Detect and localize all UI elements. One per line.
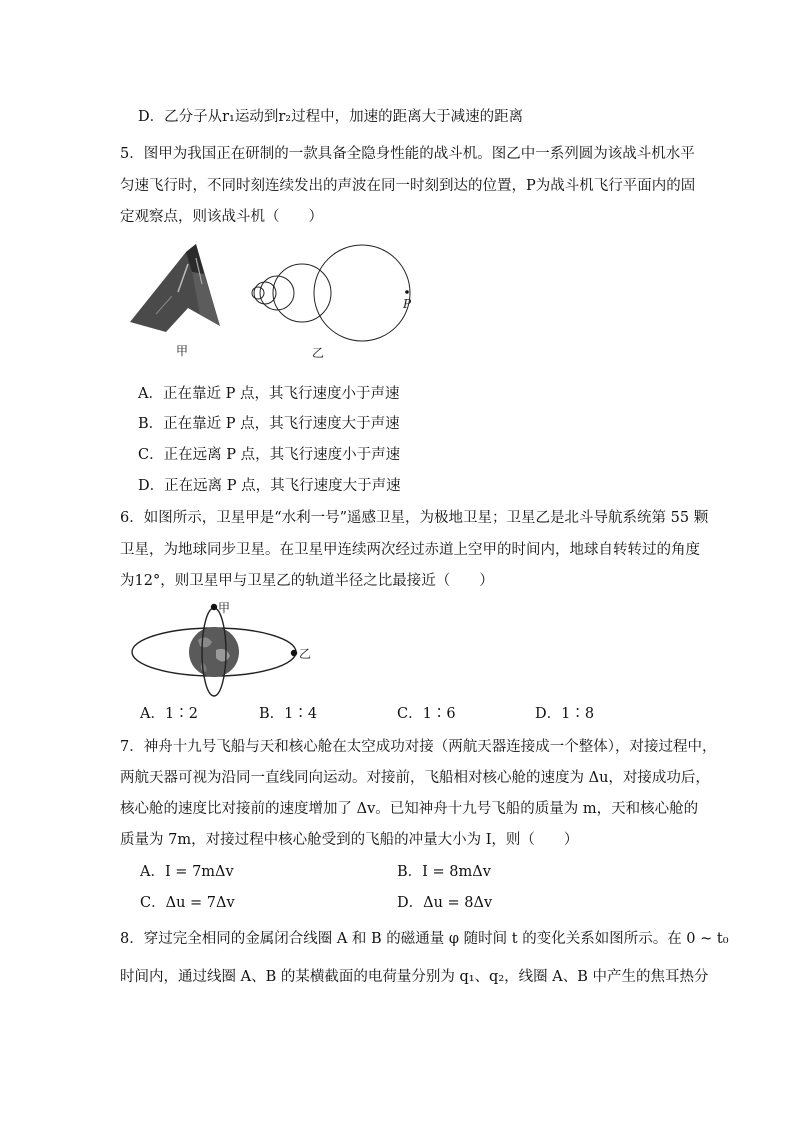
q4-option-d: D．乙分子从r₁运动到r₂过程中，加速的距离大于减速的距离: [138, 109, 524, 125]
q7-option-c: C．Δu = 7Δv: [140, 895, 235, 911]
q6-stem-line-1: 6．如图所示，卫星甲是“水利一号”遥感卫星，为极地卫星；卫星乙是北斗导航系统第 55 颗: [120, 510, 709, 526]
point-p-label: P: [403, 297, 412, 311]
q7-stem-line-4: 质量为 7m，对接过程中核心舱受到的飞船的冲量大小为 I，则（ ）: [120, 832, 579, 848]
q8-stem-line-1: 8．穿过完全相同的金属闭合线圈 A 和 B 的磁通量 φ 随时间 t 的变化关系如图所示。在 0 ~ t₀: [120, 931, 729, 947]
q6-option-b: B．1∶4: [259, 706, 318, 722]
label-satellite-yi: 乙: [299, 647, 312, 661]
q8-stem-line-2: 时间内，通过线圈 A、B 的某横截面的电荷量分别为 q₁、q₂，线圈 A、B 中产生的焦耳热分: [120, 969, 709, 985]
q5-option-c: C．正在远离 P 点，其飞行速度小于声速: [138, 447, 401, 463]
figure-caption-jia: 甲: [176, 344, 189, 358]
satellite-yi-dot: [291, 650, 297, 656]
q7-stem-line-3: 核心舱的速度比对接前的速度增加了 Δv。已知神舟十九号飞船的质量为 m，天和核心舱的: [120, 801, 699, 817]
q6-option-d: D．1∶8: [535, 706, 595, 722]
observation-point-p: [405, 290, 409, 294]
q7-option-d: D．Δu = 8Δv: [397, 895, 493, 911]
q6-stem-line-3: 为12°，则卫星甲与卫星乙的轨道半径之比最接近（ ）: [120, 573, 494, 589]
stealth-fighter-image: [126, 244, 226, 340]
q5-stem-line-2: 匀速飞行时，不同时刻连续发出的声波在同一时刻到达的位置，P为战斗机飞行平面内的固: [120, 178, 696, 194]
q7-stem-line-1: 7．神舟十九号飞船与天和核心舱在太空成功对接（两航天器连接成一个整体），对接过程中，: [120, 739, 717, 755]
label-satellite-jia: 甲: [218, 601, 231, 615]
q5-stem-line-3: 定观察点，则该战斗机（ ）: [120, 209, 323, 225]
sound-wave-circles-diagram: [246, 244, 416, 344]
q5-option-a: A．正在靠近 P 点，其飞行速度小于声速: [138, 386, 400, 402]
q5-stem-line-1: 5．图甲为我国正在研制的一款具备全隐身性能的战斗机。图乙中一系列圆为该战斗机水平: [120, 146, 695, 162]
satellite-jia-dot: [211, 604, 217, 610]
q7-option-a: A．I = 7mΔv: [140, 864, 234, 880]
q7-stem-line-2: 两航天器可视为沿同一直线同向运动。对接前，飞船相对核心舱的速度为 Δu，对接成功后，: [120, 770, 710, 786]
q7-option-b: B．I = 8mΔv: [397, 864, 491, 880]
q5-option-b: B．正在靠近 P 点，其飞行速度大于声速: [138, 416, 400, 432]
q6-stem-line-2: 卫星，为地球同步卫星。在卫星甲连续两次经过赤道上空甲的时间内，地球自转转过的角度: [120, 542, 700, 558]
q6-option-c: C．1∶6: [397, 706, 456, 722]
q6-option-a: A．1∶2: [140, 706, 198, 722]
figure-caption-yi: 乙: [312, 346, 325, 360]
q5-option-d: D．正在远离 P 点，其飞行速度大于声速: [138, 478, 401, 494]
